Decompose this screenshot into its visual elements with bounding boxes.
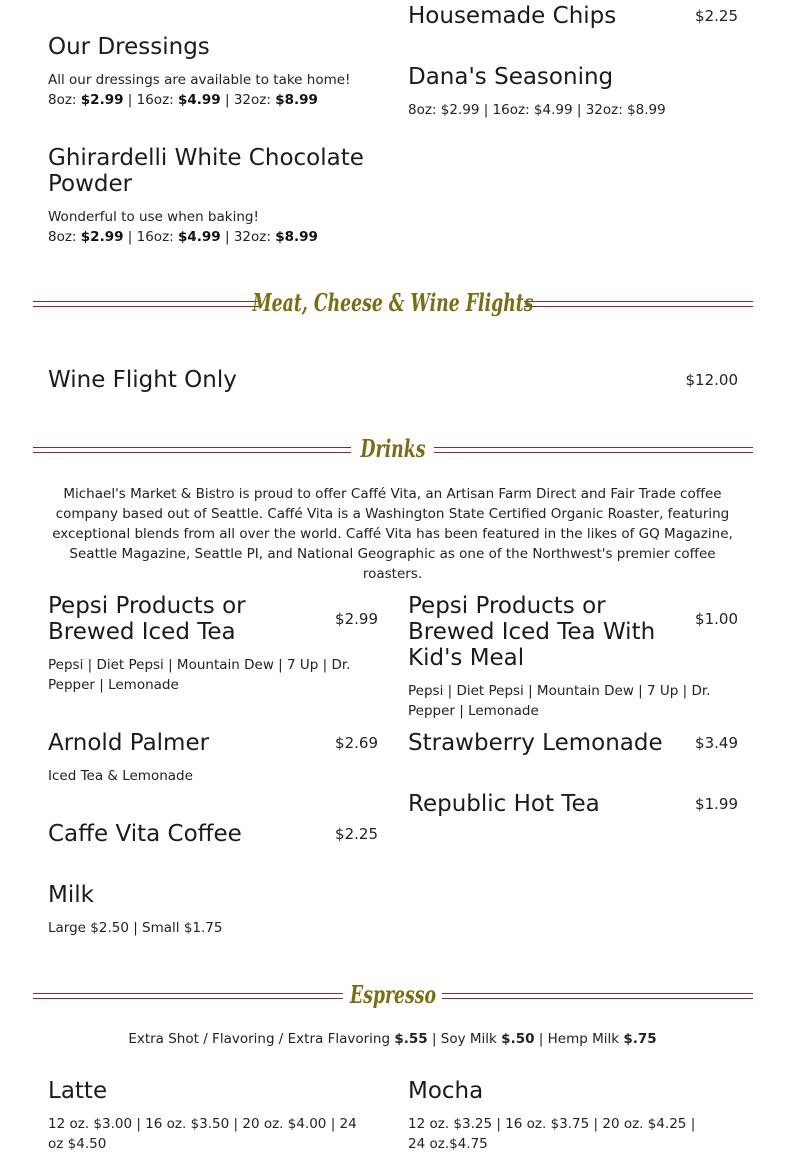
item-name: Strawberry Lemonade xyxy=(408,730,663,756)
menu-item-housemade-chips xyxy=(408,3,738,29)
section-heading-flights xyxy=(33,286,753,326)
item-name: Dana's Seasoning xyxy=(408,64,614,90)
menu-item-strawberry-lemonade xyxy=(408,730,738,756)
drinks-intro: Michael's Market & Bistro is proud to offer Caffé Vita, an Artisan Farm Direct and Fair Trade coffee company based out of Seattle. Caffé Vita is a Washington State Certified Organic Roaster, featuring exceptional blends from all over the world. Caffé Vita has been featured in the likes of GQ Magazine, Seattle Magazine, Seattle PI, and National Geographic as one of the Northwest's premier coffee roasters. xyxy=(52,486,733,582)
item-name: Ghirardelli White Chocolate Powder xyxy=(48,145,364,197)
item-price: $12.00 xyxy=(685,371,738,389)
item-description: Iced Tea & Lemonade xyxy=(48,768,193,784)
menu-item-milk xyxy=(48,882,378,938)
menu-item-our-dressings xyxy=(48,34,378,110)
item-description: All our dressings are available to take home! xyxy=(48,72,351,88)
item-description: Wonderful to use when baking! xyxy=(48,209,259,225)
menu-item-wine-flight xyxy=(48,367,738,393)
menu-item-arnold-palmer xyxy=(48,730,378,786)
item-price: $1.00 xyxy=(695,610,738,628)
item-name: Arnold Palmer xyxy=(48,730,210,756)
item-name: Wine Flight Only xyxy=(48,367,237,393)
item-description: Large $2.50 | Small $1.75 xyxy=(48,920,223,936)
item-name: Caffe Vita Coffee xyxy=(48,821,242,847)
item-name: Republic Hot Tea xyxy=(408,791,600,817)
menu-item-republic-hot-tea xyxy=(408,791,738,817)
menu-item-pepsi-products xyxy=(48,593,378,695)
item-description: Pepsi | Diet Pepsi | Mountain Dew | 7 Up | Dr. Pepper | Lemonade xyxy=(48,657,351,693)
menu-item-mocha xyxy=(408,1078,738,1154)
item-sizes: 8oz: $2.99 | 16oz: $4.99 | 32oz: $8.99 xyxy=(48,92,318,108)
item-name: Pepsi Products or Brewed Iced Tea With Kid's Meal xyxy=(408,593,656,671)
item-description: 12 oz. $3.25 | 16 oz. $3.75 | 20 oz. $4.25 | 24 oz.$4.75 xyxy=(408,1116,696,1152)
item-name: Our Dressings xyxy=(48,34,210,60)
menu-item-ghirardelli xyxy=(48,145,378,247)
item-description: 12 oz. $3.00 | 16 oz. $3.50 | 20 oz. $4.00 | 24 oz $4.50 xyxy=(48,1116,357,1152)
espresso-extras: Extra Shot / Flavoring / Extra Flavoring $.55 | Soy Milk $.50 | Hemp Milk $.75 xyxy=(128,1031,657,1047)
menu-item-latte xyxy=(48,1078,378,1154)
menu-item-caffe-vita-coffee xyxy=(48,821,378,847)
item-name: Housemade Chips xyxy=(408,3,617,29)
item-price: $2.69 xyxy=(335,734,378,752)
menu-item-danas-seasoning xyxy=(408,64,738,120)
item-sizes: 8oz: $2.99 | 16oz: $4.99 | 32oz: $8.99 xyxy=(408,102,666,118)
item-price: $2.99 xyxy=(335,610,378,628)
item-name: Milk xyxy=(48,882,94,908)
section-title: Meat, Cheese & Wine Flights xyxy=(252,288,534,317)
item-price: $1.99 xyxy=(695,795,738,813)
item-description: Pepsi | Diet Pepsi | Mountain Dew | 7 Up | Dr. Pepper | Lemonade xyxy=(408,683,711,719)
section-title: Drinks xyxy=(360,434,426,463)
item-name: Pepsi Products or Brewed Iced Tea xyxy=(48,593,246,645)
section-title: Espresso xyxy=(349,980,437,1009)
menu-item-pepsi-kids-meal xyxy=(408,593,738,721)
section-heading-drinks xyxy=(33,432,753,472)
item-name: Latte xyxy=(48,1078,108,1104)
item-price: $2.25 xyxy=(335,825,378,843)
item-sizes: 8oz: $2.99 | 16oz: $4.99 | 32oz: $8.99 xyxy=(48,229,318,245)
item-name: Mocha xyxy=(408,1078,484,1104)
section-heading-espresso xyxy=(33,978,753,1018)
item-price: $3.49 xyxy=(695,734,738,752)
item-price: $2.25 xyxy=(695,7,738,25)
